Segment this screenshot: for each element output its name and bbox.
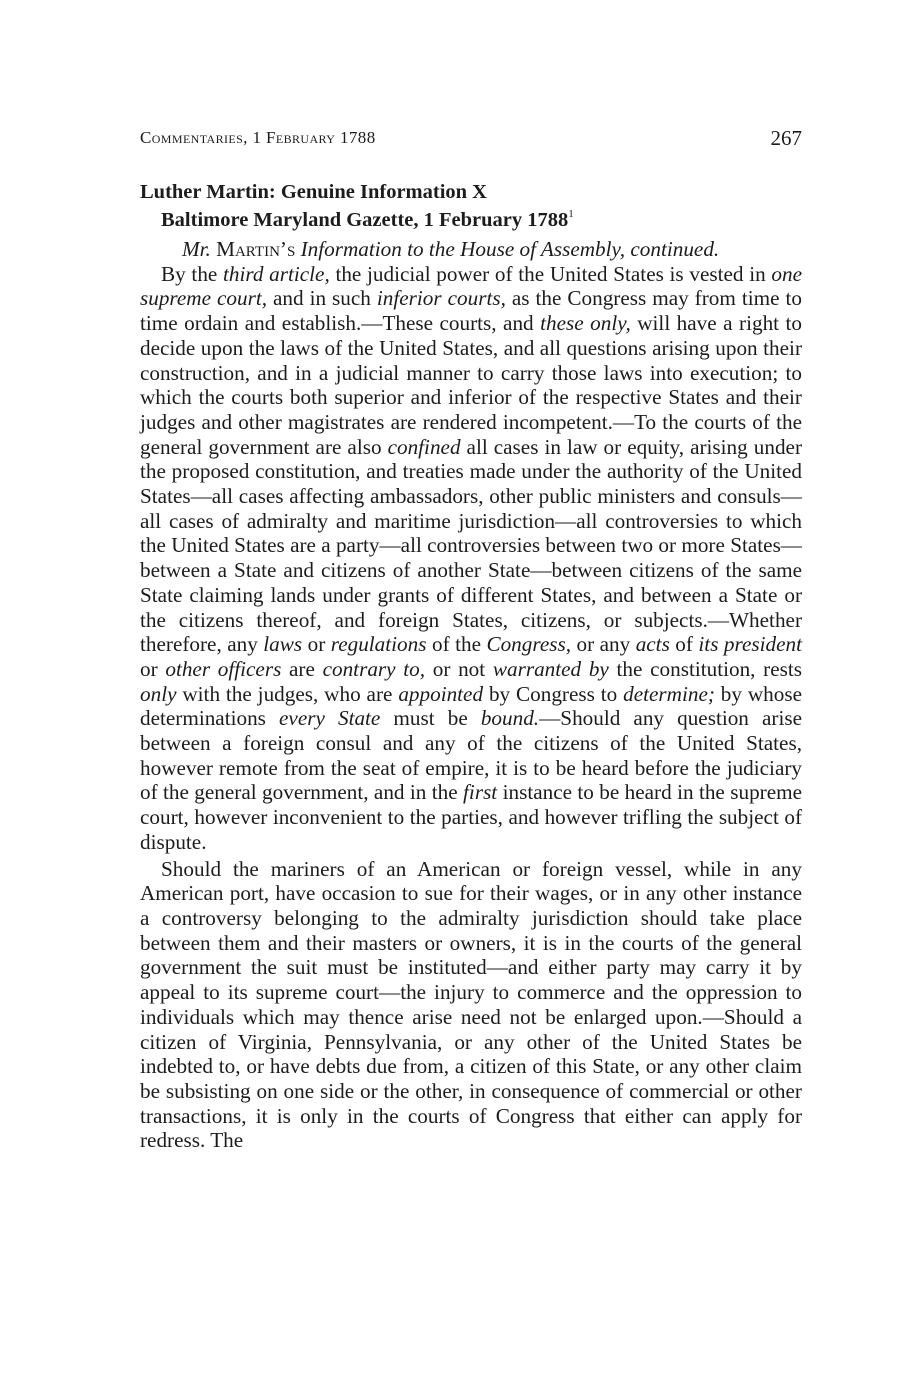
p1-i4: these only, — [540, 311, 631, 336]
p1-i3: inferior courts, — [376, 286, 506, 311]
p1-s2: the judicial power of the United States is vested in — [329, 261, 772, 286]
p1-s9: or any — [571, 632, 636, 657]
p1-s8: of the — [426, 632, 487, 657]
p1-i15: appointed — [398, 681, 484, 706]
p1-i17: every State — [279, 706, 381, 731]
p1-i12: contrary to, — [322, 656, 426, 681]
p1-s18: must be — [380, 706, 481, 731]
p1-i19: first — [463, 780, 498, 805]
p1-s15: with the judges, who are — [176, 681, 399, 706]
p1-s6: all cases in law or equity, arising under the proposed constitution, and treaties made under the authority of the United States—all cases affecting ambassadors, other public ministers and consuls—all cases of admiralty and maritime jurisdiction—all controversies to which the United States are a party—all controversies between two or more States—between a State and citizens of another State—between citizens of the same State claiming lands under grants of different States, and between a State or the citizens thereof, and foreign States, citizens, or subjects.—Whether therefore, any — [140, 434, 802, 657]
p1-i6: laws — [263, 632, 303, 657]
p1-i16: determine; — [623, 681, 715, 706]
p1-i7: regulations — [330, 632, 427, 657]
p1-i8: Congress, — [486, 632, 572, 657]
p1-i10: its president — [698, 632, 802, 657]
p1-i11: other officers — [165, 656, 282, 681]
p1-i18: bound. — [480, 706, 540, 731]
p1-s16: by Congress to — [483, 681, 624, 706]
footnote-mark: 1 — [568, 208, 574, 220]
intro-prefix: Mr. — [182, 237, 211, 261]
p1-s19: —Should any question arise between a foreign consul and any of the citizens of the United States, however remote from the seat of empire, it is to be heard before the judiciary of the general government, and in the — [140, 706, 802, 805]
p1-i14: only — [140, 681, 177, 706]
p1-s4: as the Congress may from time to time ordain and establish.—These courts, and — [140, 286, 802, 336]
p1-s10: of — [669, 632, 699, 657]
p1-s14: the constitution, rests — [608, 656, 802, 681]
page-number: 267 — [770, 126, 802, 150]
p1-s5: will have a right to decide upon the laws of the United States, and all questions arising upon their construction, and in a judicial manner to carry those laws into execution; to which the courts both superior and inferior of the respective States and their judges and other magistrates are rendered incompetent.—To the courts of the general government are also — [140, 311, 803, 459]
intro-line — [140, 237, 802, 262]
p1-i13: warranted by — [492, 656, 609, 681]
p1-s17: by whose determinations — [140, 681, 802, 731]
p1-i9: acts — [635, 632, 670, 657]
intro-rest: Information to the House of Assembly, continued. — [300, 237, 720, 261]
p1-s13: or not — [425, 656, 493, 681]
p1-i5: confined — [387, 434, 461, 459]
p1-s1: By the — [161, 261, 224, 286]
title-line-1: Luther Martin: Genuine Information X — [140, 181, 487, 203]
paragraph-2: Should the mariners of an American or foreign vessel, while in any American port, have occasion to sue for their wages, or in any other instance a controversy belonging to the admiralty jurisdiction should take place between them and their masters or owners, it is in the courts of the general government the suit must be instituted—and either party may carry it by appeal to its supreme court—the injury to commerce and the oppression to individuals which may thence arise need not be enlarged upon.—Should a citizen of Virginia, Pennsylvania, or any other of the United States be indebted to, or have debts due from, a citizen of this State, or any other claim be subsisting on one side or the other, in consequence of commercial or other transactions, it is only in the courts of Congress that either can apply for redress. The — [140, 856, 802, 1153]
running-head: Commentaries, 1 February 1788 — [140, 128, 376, 147]
p1-s7: or — [302, 632, 331, 657]
paragraph-1 — [140, 262, 802, 855]
p1-s3: and in such — [267, 286, 377, 311]
intro-name: Martin’s — [216, 237, 296, 261]
p1-s11: or — [140, 656, 166, 681]
p1-s20: instance to be heard in the supreme court, however inconvenient to the parties, and however trifling the subject of dispute. — [140, 780, 803, 854]
article-title — [140, 178, 802, 234]
p1-s12: are — [281, 656, 323, 681]
title-source: Baltimore Maryland Gazette, 1 February 1788 — [161, 209, 569, 231]
p1-i1: third article, — [223, 261, 330, 286]
article-body — [140, 237, 802, 1153]
p1-i2: one supreme court, — [140, 261, 802, 311]
title-line-2 — [140, 206, 802, 234]
